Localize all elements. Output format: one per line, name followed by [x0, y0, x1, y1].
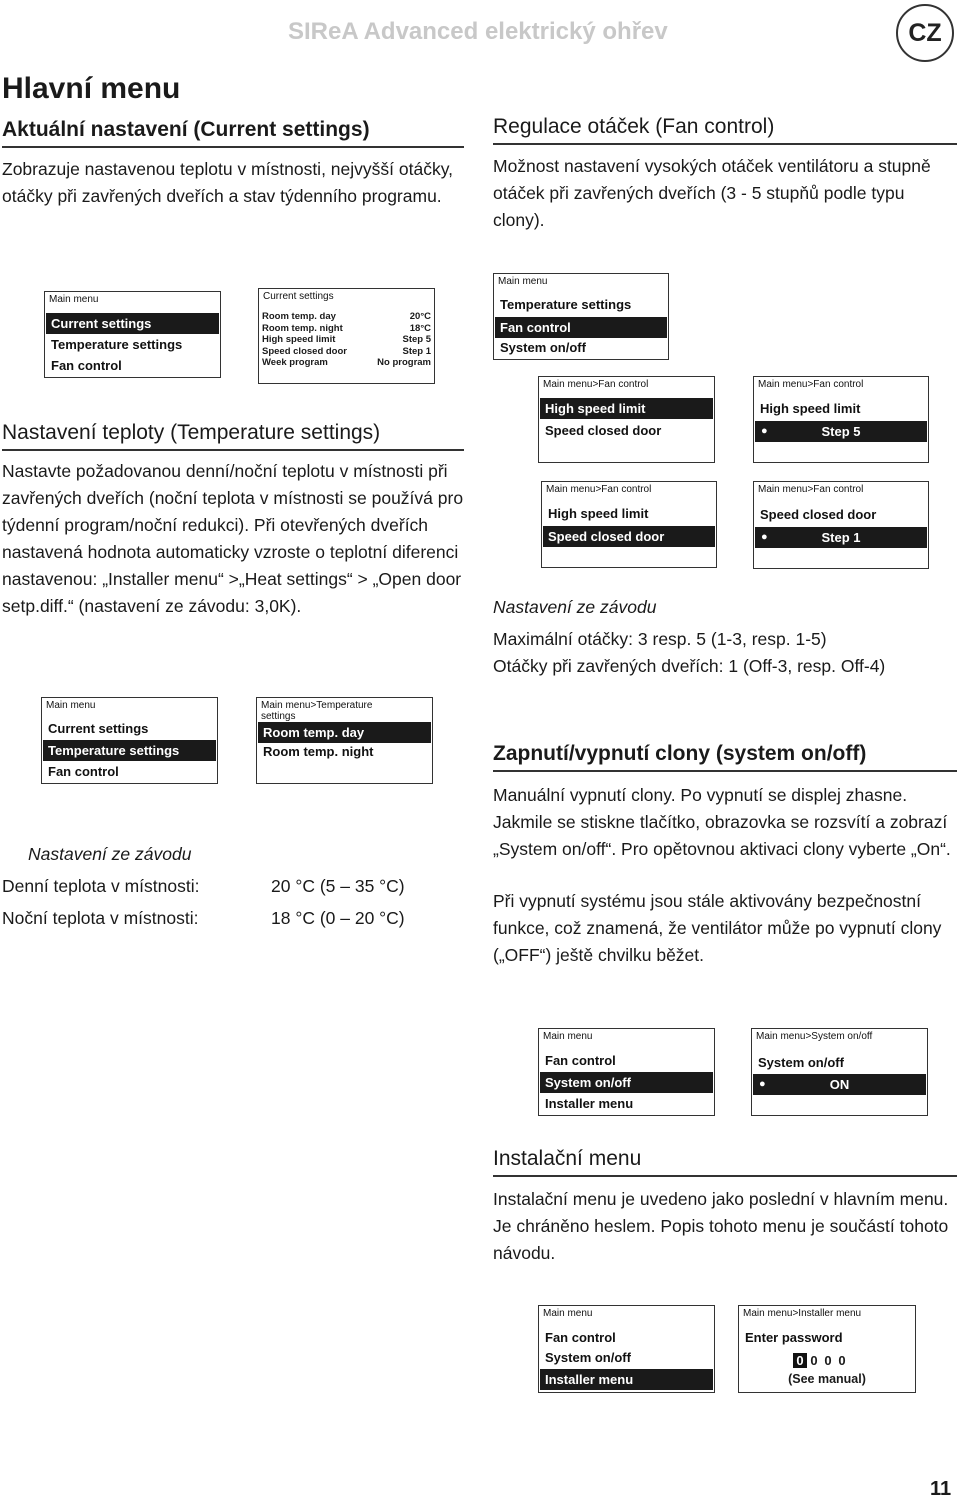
menu-item-installer-menu[interactable]: Installer menu [540, 1369, 713, 1390]
setting-row [262, 311, 431, 323]
lcd-main-menu-system [538, 1028, 715, 1116]
menu-item-speed-closed-door[interactable]: Speed closed door [545, 423, 662, 438]
setting-name: Speed closed door [760, 507, 877, 522]
menu-item-system-onoff[interactable]: System on/off [545, 1350, 631, 1365]
night-temp-value: 18 °C (0 – 20 °C) [271, 908, 405, 928]
system-onoff-text-2: Při vypnutí systému jsou stále aktivovány bezpečnostní funkce, což znamená, že ventilátor může po vypnutí clony („OFF“) ještě chvilku běžet. [493, 891, 942, 965]
value-selector[interactable] [753, 1074, 926, 1095]
installer-menu-text: Instalační menu je uvedeno jako poslední v hlavním menu. Je chráněno heslem. Popis tohoto menu je součástí tohoto návodu. [493, 1189, 949, 1263]
setting-row [262, 346, 431, 358]
password-digit[interactable]: 0 [793, 1353, 807, 1368]
day-temp-label: Denní teplota v místnosti: [2, 876, 200, 896]
temp-factory-label: Nastavení ze závodu [28, 844, 192, 864]
selected-value: Step 1 [821, 530, 861, 545]
bullet-icon: ● [761, 531, 768, 543]
fan-factory-line-1: Maximální otáčky: 3 resp. 5 (1-3, resp. 1-5) [493, 629, 827, 649]
setting-name: High speed limit [760, 401, 861, 416]
fan-factory-line-2: Otáčky při zavřených dveřích: 1 (Off-3, resp. Off-4) [493, 656, 886, 676]
screen-title: Main menu [46, 700, 96, 711]
menu-item-system-onoff[interactable]: System on/off [540, 1072, 713, 1093]
menu-item-temperature-settings[interactable]: Temperature settings [51, 337, 183, 352]
lcd-main-menu-current [44, 291, 221, 378]
page-number: 11 [930, 1478, 952, 1500]
menu-item-fan-control[interactable]: Fan control [51, 358, 122, 373]
screen-title: Main menu>System on/off [756, 1031, 873, 1042]
menu-item-fan-control[interactable]: Fan control [545, 1053, 616, 1068]
value-selector[interactable] [755, 527, 927, 548]
selected-value: Step 5 [821, 424, 861, 439]
fan-control-text: Možnost nastavení vysokých otáček ventilátoru a stupně otáček při zavřených dveřích (3 - 5 stupňů podle typu clony). [493, 156, 931, 230]
lcd-high-speed-limit [753, 376, 929, 463]
installer-menu-heading: Instalační menu [493, 1147, 957, 1177]
lcd-temperature-settings [256, 697, 433, 784]
screen-title: Main menu [543, 1308, 593, 1319]
menu-item-current-settings[interactable]: Current settings [46, 313, 219, 334]
document-title: SIReA Advanced elektrický ohřev [288, 18, 668, 45]
setting-row [262, 357, 431, 369]
menu-item-installer-menu[interactable]: Installer menu [545, 1096, 634, 1111]
setting-row [262, 323, 431, 335]
day-temp-value: 20 °C (5 – 35 °C) [271, 876, 405, 896]
menu-item-fan-control[interactable]: Fan control [48, 764, 119, 779]
bullet-icon: ● [761, 425, 768, 437]
menu-item-speed-closed-door[interactable]: Speed closed door [543, 526, 715, 547]
menu-item-current-settings[interactable]: Current settings [48, 721, 149, 736]
menu-item-temperature-settings[interactable]: Temperature settings [43, 740, 216, 761]
menu-item-high-speed-limit[interactable]: High speed limit [548, 506, 649, 521]
bullet-icon: ● [759, 1078, 766, 1090]
menu-item-temperature-settings[interactable]: Temperature settings [500, 297, 632, 312]
lcd-current-settings [258, 288, 435, 384]
setting-label: Week program [262, 357, 328, 368]
screen-title: Main menu>Fan control [543, 379, 649, 390]
fan-factory-label: Nastavení ze závodu [493, 597, 657, 617]
menu-item-system-onoff[interactable]: System on/off [500, 340, 586, 355]
screen-title: Main menu>Fan control [546, 484, 652, 495]
setting-value: Step 1 [402, 345, 431, 357]
password-prompt: Enter password [745, 1330, 843, 1345]
menu-item-room-temp-night[interactable]: Room temp. night [263, 744, 374, 759]
lcd-system-onoff [751, 1028, 928, 1116]
screen-title: Main menu>Fan control [758, 379, 864, 390]
current-settings-heading: Aktuální nastavení (Current settings) [2, 118, 464, 148]
setting-label: Room temp. night [262, 322, 343, 334]
lcd-main-menu-temperature [41, 697, 218, 784]
menu-item-fan-control[interactable]: Fan control [545, 1330, 616, 1345]
setting-label: Room temp. day [262, 311, 336, 322]
current-settings-list [262, 311, 431, 369]
system-onoff-text-1: Manuální vypnutí clony. Po vypnutí se displej zhasne. Jakmile se stiskne tlačítko, obrazovka se rozsvítí a zobrazí „System on/off“. Pro opětovnou aktivaci clony vyberte „On“. [493, 785, 951, 859]
menu-item-high-speed-limit[interactable]: High speed limit [540, 398, 713, 419]
temperature-settings-heading: Nastavení teploty (Temperature settings) [2, 421, 464, 451]
value-selector[interactable] [755, 421, 927, 442]
lcd-speed-closed-door [753, 481, 929, 569]
screen-title: Current settings [263, 291, 334, 302]
page-title: Hlavní menu [2, 72, 181, 105]
setting-value: 18°C [409, 322, 431, 334]
lcd-main-menu-fan [493, 273, 669, 360]
setting-value: 20°C [409, 311, 431, 322]
password-input[interactable] [793, 1353, 849, 1368]
screen-title: Main menu [543, 1031, 593, 1042]
night-temp-label: Noční teplota v místnosti: [2, 908, 199, 928]
current-settings-text: Zobrazuje nastavenou teplotu v místnosti, nejvyšší otáčky, otáčky při zavřených dveřích a stav týdenního programu. [2, 159, 454, 206]
password-digit[interactable]: 0 [810, 1353, 818, 1368]
temperature-settings-text: Nastavte požadovanou denní/noční teplotu v místnosti při zavřených dveřích (noční teplota v místnosti se používá pro týdenní program/noční redukci). Při otevřených dveřích nastavená hodnota automaticky vzroste o teplotní diferenci nastavenou: „Installer menu“ >„Heat settings“ > „Open door setp.diff.“ (nastavení ze závodu: 3,0K). [2, 461, 464, 616]
setting-value: No program [377, 357, 431, 368]
screen-title: Main menu [498, 276, 548, 287]
password-digit[interactable]: 0 [838, 1353, 846, 1368]
screen-title: Main menu>Installer menu [743, 1308, 862, 1319]
fan-control-heading: Regulace otáček (Fan control) [493, 115, 957, 145]
setting-row [262, 334, 431, 346]
menu-item-fan-control[interactable]: Fan control [495, 317, 667, 338]
language-badge: CZ [896, 4, 954, 62]
setting-label: Speed closed door [262, 345, 347, 357]
lcd-fan-control-high [538, 376, 715, 463]
screen-title: Main menu>Temperature settings [261, 700, 373, 722]
selected-value: ON [829, 1077, 850, 1092]
screen-title: Main menu>Fan control [758, 484, 864, 495]
password-digit[interactable]: 0 [824, 1353, 832, 1368]
menu-item-room-temp-day[interactable]: Room temp. day [258, 722, 431, 743]
lcd-main-menu-installer [538, 1305, 715, 1393]
screen-title: Main menu [49, 294, 99, 305]
lcd-installer-password [738, 1305, 916, 1393]
setting-value: Step 5 [402, 334, 431, 345]
password-note: (See manual) [788, 1372, 866, 1386]
system-onoff-heading: Zapnutí/vypnutí clony (system on/off) [493, 742, 957, 772]
setting-label: High speed limit [262, 334, 336, 345]
lcd-fan-control-closed-door [541, 481, 717, 568]
setting-name: System on/off [758, 1055, 844, 1070]
